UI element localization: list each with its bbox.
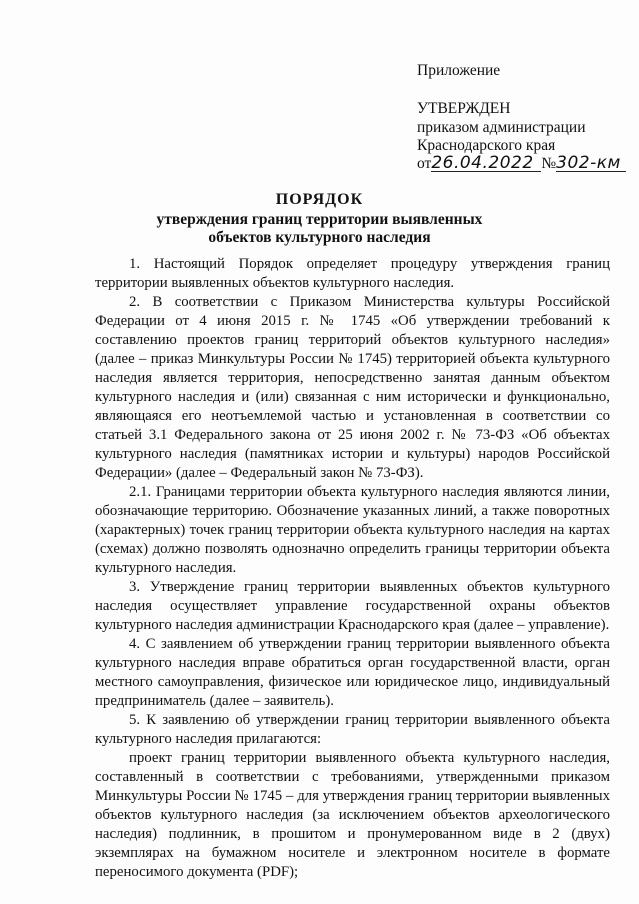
title-sub-line-2: объектов культурного наследия bbox=[208, 229, 431, 246]
paragraph-2: 2. В соответствии с Приказом Министерства культуры Российской Федерации от 4 июня 2015 г. № 1745 «Об утверждении требований к составлению проектов границ территорий объектов культурного наследия» (далее – приказ Минкультуры России № 1745) территорией объекта культурного наследия является территория, непосредственно занятая данным объектом культурного наследия и (или) связанная с ним исторически и функционально, являющаяся его неотъемлемой частью и установленная в соответствии со статьей 3.1 Федерального закона от 25 июня 2002 г. № 73-ФЗ «Об объектах культурного наследия (памятниках истории и культуры) народов Российской Федерации» (далее – Федеральный закон № 73-ФЗ). bbox=[95, 294, 610, 481]
order-line-2: Краснодарского края bbox=[417, 137, 556, 154]
handwritten-number: 302-км bbox=[556, 155, 626, 172]
handwritten-date: 26.04.2022 bbox=[431, 155, 541, 172]
number-prefix: № bbox=[541, 155, 557, 172]
appendix-label: Приложение bbox=[417, 62, 501, 79]
order-line-1: приказом администрации bbox=[417, 119, 586, 136]
paragraph-5: 5. К заявлению об утверждении границ территории выявленного объекта культурного наследия прилагаются: bbox=[95, 712, 610, 747]
document-body bbox=[95, 255, 610, 882]
paragraph-1: 1. Настоящий Порядок определяет процедуру утверждения границ территории выявленных объектов культурного наследия. bbox=[95, 256, 610, 291]
paragraph-4: 4. С заявлением об утверждении границ территории выявленного объекта культурного наследия вправе обратиться орган государственной власти, орган местного самоуправления, физическое или юридическое лицо, индивидуальный предприниматель (далее – заявитель). bbox=[95, 636, 610, 709]
title-main: ПОРЯДОК bbox=[275, 191, 364, 208]
from-prefix: от bbox=[417, 155, 432, 172]
document-title bbox=[100, 190, 539, 247]
approved-label: УТВЕРЖДЕН bbox=[417, 100, 511, 117]
paragraph-3: 3. Утверждение границ территории выявленных объектов культурного наследия осуществляет управление государственной охраны объектов культурного наследия администрации Краснодарского края (далее – управление). bbox=[95, 579, 610, 633]
paragraph-5-item-1: проект границ территории выявленного объекта культурного наследия, составленный в соответствии с требованиями, утвержденными приказом Минкультуры России № 1745 – для утверждения границ территории выявленных объектов культурного наследия (за исключением объектов археологического наследия) подлинник, в прошитом и пронумерованном виде в 2 (двух) экземплярах на бумажном носителе и электронном носителе в формате переносимого документа (PDF); bbox=[95, 750, 610, 880]
title-sub-line-1: утверждения границ территории выявленных bbox=[156, 211, 483, 228]
order-date-number bbox=[417, 155, 627, 173]
paragraph-2-1: 2.1. Границами территории объекта культурного наследия являются линии, обозначающие территорию. Обозначение указанных линий, а также поворотных (характерных) точек границ территории объекта культурного наследия на картах (схемах) должно позволять однозначно определить границы территории объекта культурного наследия. bbox=[95, 484, 610, 576]
